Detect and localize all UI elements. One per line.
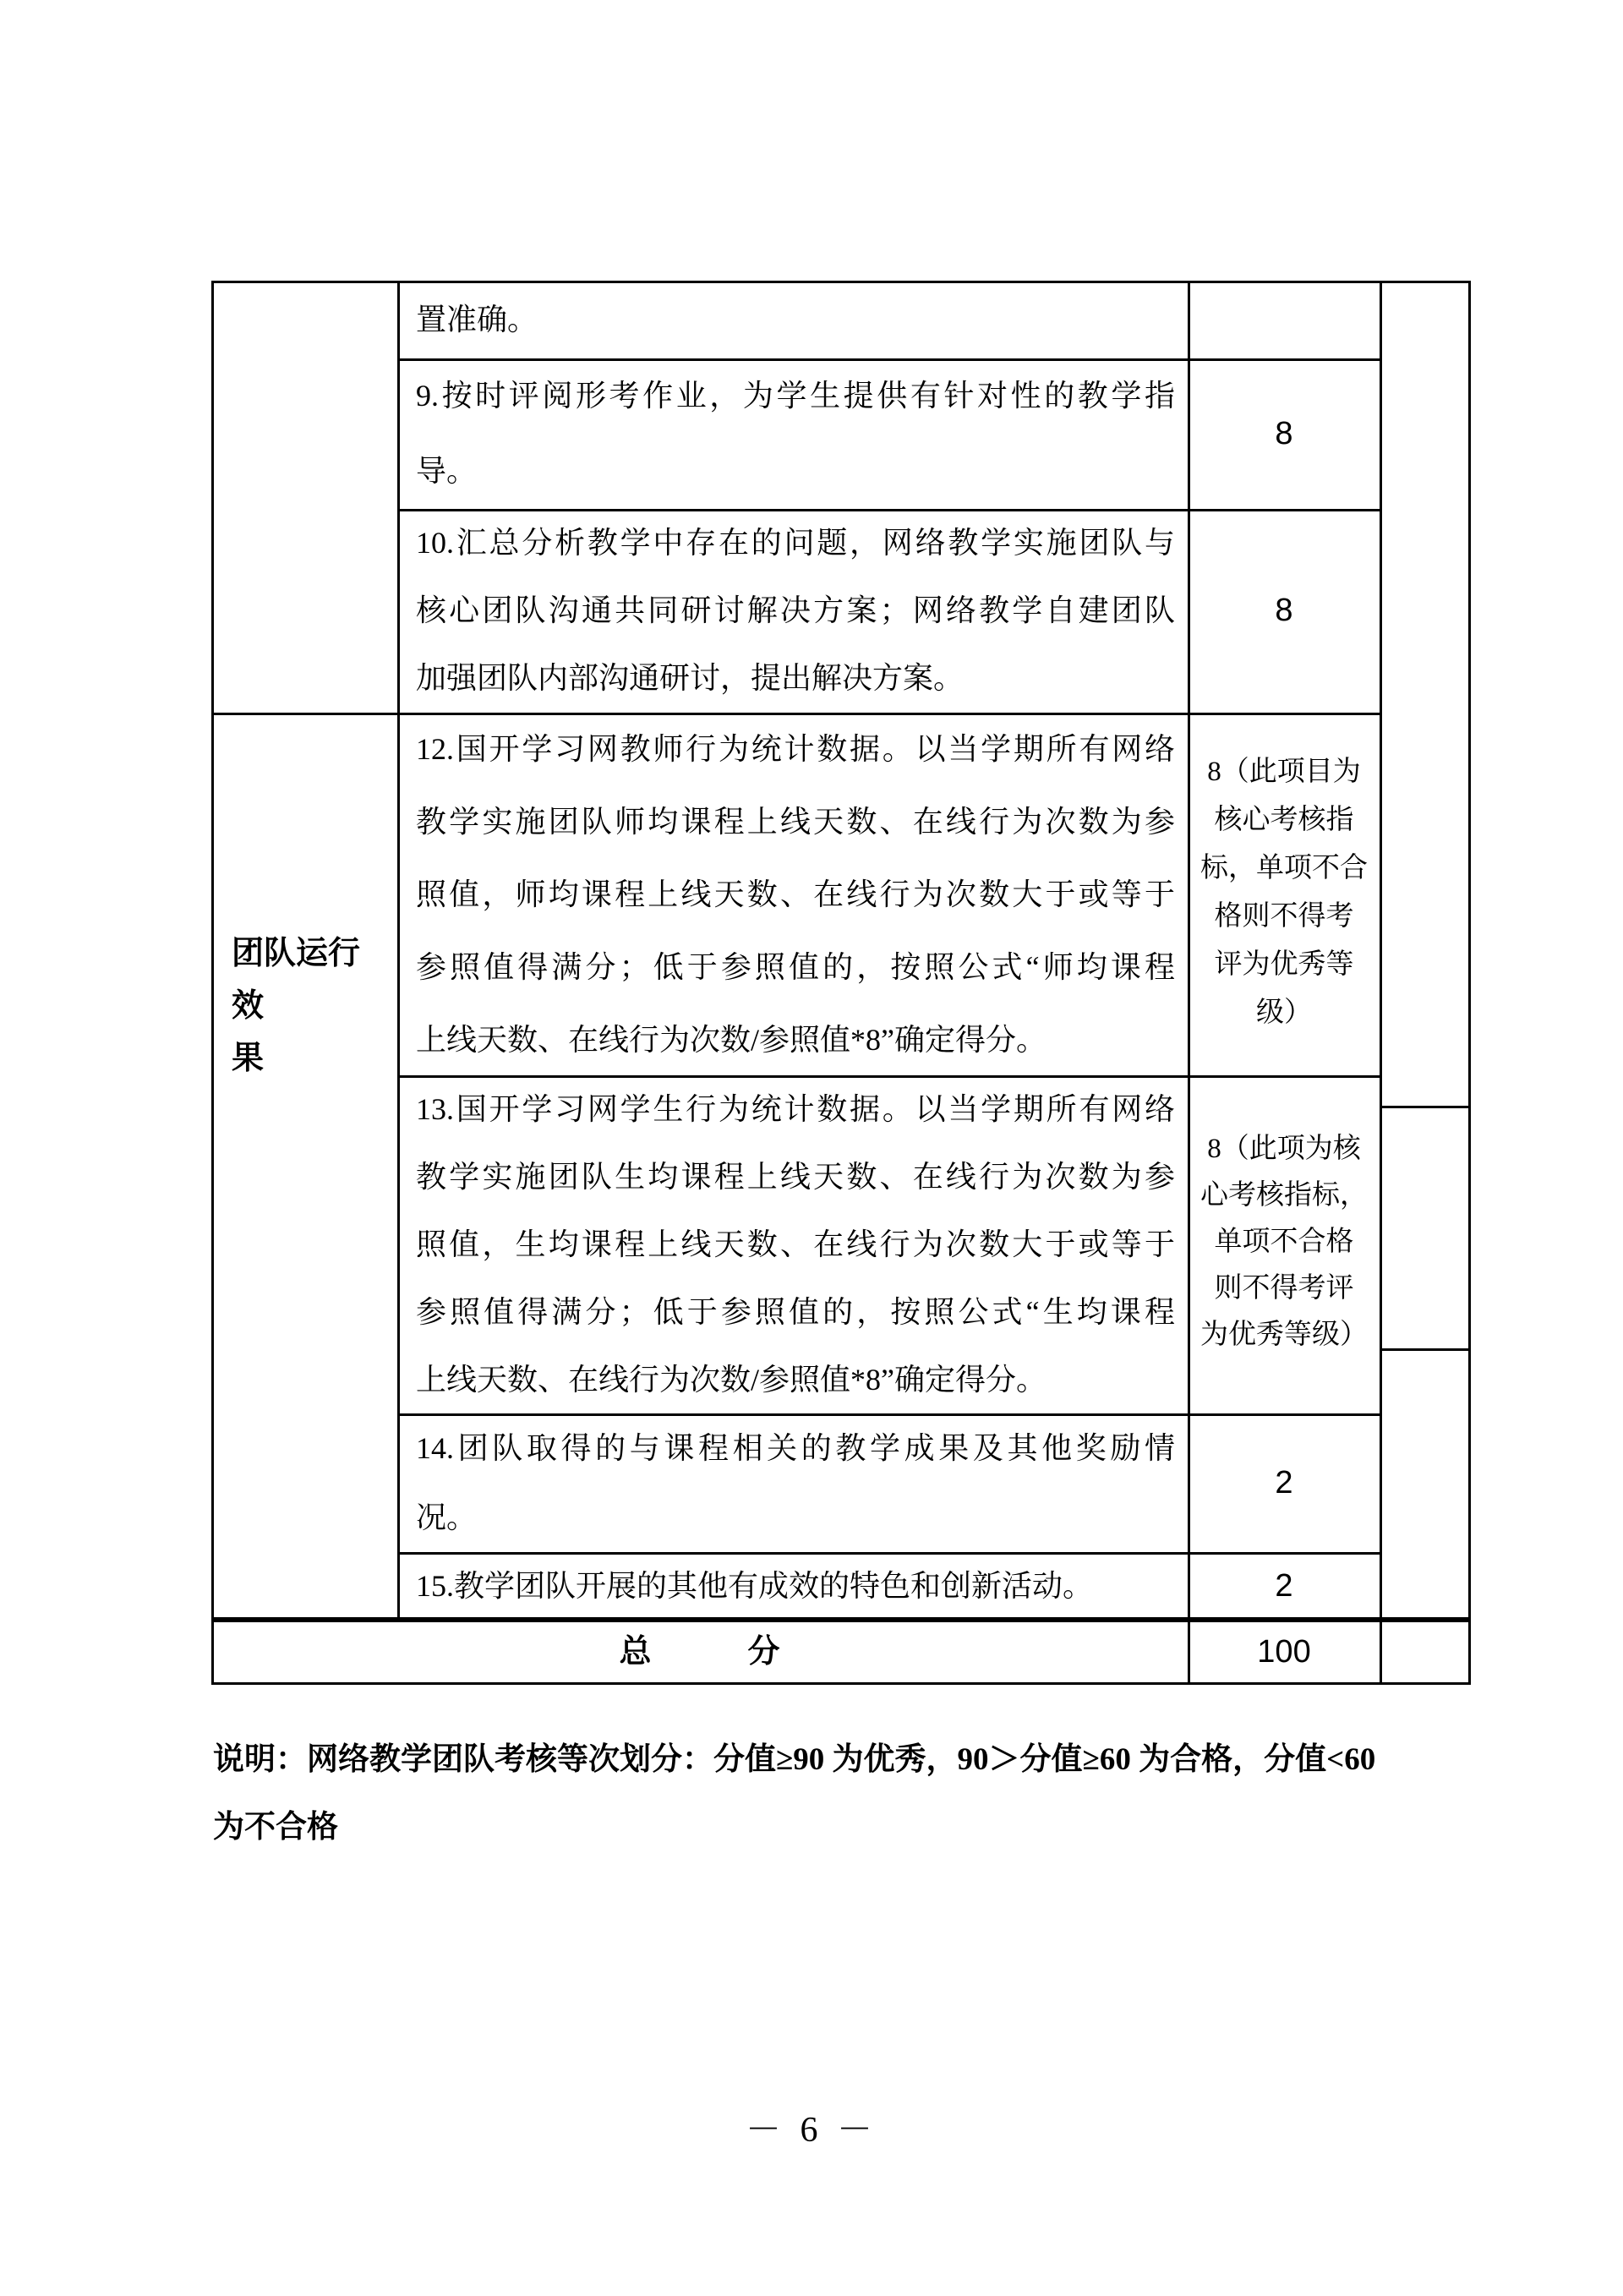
grid-line-h bbox=[1380, 1348, 1471, 1351]
row-continuation-description bbox=[416, 281, 1175, 358]
grid-line-v bbox=[211, 281, 214, 1685]
description-line: 核心团队沟通共同研讨解决方案；网络教学自建团队 bbox=[416, 593, 1175, 627]
description-line: 教学实施团队生均课程上线天数、在线行为次数为参 bbox=[416, 1160, 1175, 1194]
row-15-description bbox=[416, 1552, 1175, 1620]
description-line: 上线天数、在线行为次数/参照值*8”确定得分。 bbox=[416, 1023, 1046, 1057]
score-note-line: 级） bbox=[1256, 998, 1312, 1028]
grid-line-v bbox=[1468, 281, 1471, 1685]
description-line: 导。 bbox=[416, 454, 478, 488]
row-14-description bbox=[416, 1413, 1175, 1552]
description-line: 13.国开学习网学生行为统计数据。以当学期所有网络 bbox=[416, 1092, 1175, 1126]
score-note-line: 标，单项不合 bbox=[1200, 853, 1368, 883]
grid-line-v bbox=[1188, 281, 1190, 1685]
row-12-description bbox=[416, 713, 1175, 1075]
row-9-description bbox=[416, 358, 1175, 509]
category-line: 果 bbox=[232, 1041, 265, 1076]
description-line: 参照值得满分；低于参照值的，按照公式“生均课程 bbox=[416, 1295, 1175, 1329]
score-cell-14: 2 bbox=[1275, 1465, 1293, 1501]
score-cell-13 bbox=[1192, 1075, 1376, 1464]
category-line: 团队运行效 bbox=[232, 936, 361, 1024]
score-cell-15: 2 bbox=[1275, 1568, 1293, 1604]
score-cell-10: 8 bbox=[1275, 593, 1293, 628]
grid-line-v bbox=[397, 281, 400, 1620]
score-note-line: 格则不得考 bbox=[1214, 901, 1354, 932]
description-line: 况。 bbox=[416, 1501, 478, 1534]
description-line: 照值，生均课程上线天数、在线行为次数大于或等于 bbox=[416, 1227, 1175, 1261]
score-note-line: 核心考核指 bbox=[1214, 805, 1354, 835]
grading-note bbox=[213, 1726, 1498, 1861]
score-cell-12 bbox=[1192, 713, 1376, 1111]
grading-note-line: 说明：网络教学团队考核等次划分：分值≥90 为优秀，90＞分值≥60 为合格，分值<60 bbox=[213, 1742, 1376, 1777]
total-score-cell: 100 bbox=[1257, 1634, 1311, 1670]
score-cell-9: 8 bbox=[1275, 416, 1293, 451]
description-line: 9.按时评阅形考作业，为学生提供有针对性的教学指 bbox=[416, 379, 1175, 413]
description-line: 15.教学团队开展的其他有成效的特色和创新活动。 bbox=[416, 1569, 1094, 1603]
total-label-cell: 总 分 bbox=[619, 1634, 780, 1670]
row-13-description bbox=[416, 1075, 1175, 1413]
description-line: 教学实施团队师均课程上线天数、在线行为次数为参 bbox=[416, 805, 1175, 839]
description-line: 置准确。 bbox=[416, 303, 538, 336]
assessment-table bbox=[211, 281, 1471, 1685]
score-note-line: 心考核指标， bbox=[1200, 1180, 1368, 1211]
description-line: 10.汇总分析教学中存在的问题，网络教学实施团队与 bbox=[416, 526, 1175, 560]
score-note-line: 评为优秀等 bbox=[1214, 949, 1354, 980]
category-cell-team-operation bbox=[232, 927, 391, 1085]
score-note-line: 为优秀等级） bbox=[1200, 1320, 1368, 1350]
description-line: 12.国开学习网教师行为统计数据。以当学期所有网络 bbox=[416, 732, 1175, 766]
grid-line-v bbox=[1380, 281, 1382, 1685]
score-note-line: 单项不合格 bbox=[1214, 1227, 1354, 1257]
description-line: 参照值得满分；低于参照值的，按照公式“师均课程 bbox=[416, 950, 1175, 984]
grid-line-h bbox=[1380, 1106, 1471, 1108]
description-line: 加强团队内部沟通研讨，提出解决方案。 bbox=[416, 661, 965, 695]
row-10-description bbox=[416, 509, 1175, 713]
score-note-line: 则不得考评 bbox=[1214, 1273, 1354, 1304]
score-note-line: 8（此项目为 bbox=[1207, 757, 1361, 787]
score-note-line: 8（此项为核 bbox=[1207, 1134, 1361, 1164]
description-line: 照值，师均课程上线天数、在线行为次数大于或等于 bbox=[416, 877, 1175, 911]
description-line: 上线天数、在线行为次数/参照值*8”确定得分。 bbox=[416, 1363, 1046, 1397]
description-line: 14.团队取得的与课程相关的教学成果及其他奖励情 bbox=[416, 1431, 1175, 1465]
page-number: － 6 － bbox=[745, 2111, 877, 2150]
grading-note-line: 为不合格 bbox=[213, 1810, 338, 1845]
